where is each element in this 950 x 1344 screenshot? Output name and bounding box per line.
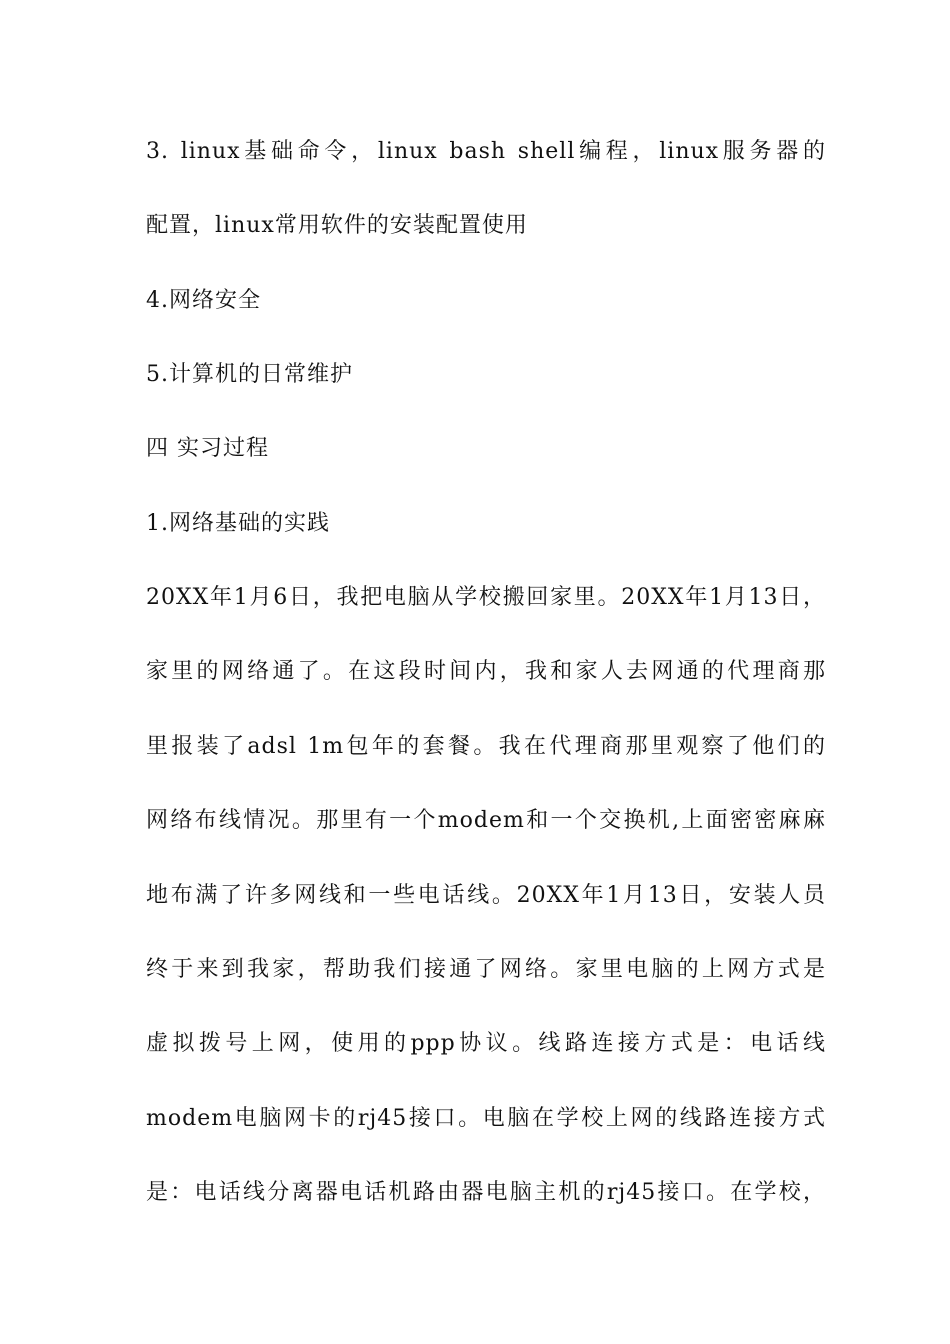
text-line: 里报装了adsl 1m包年的套餐。我在代理商那里观察了他们的 [146,734,826,759]
text-line: 4.网络安全 [146,288,261,313]
subsection-heading: 1.网络基础的实践 [146,511,330,536]
text-line: 5.计算机的日常维护 [146,362,353,387]
text-line: 终于来到我家，帮助我们接通了网络。家里电脑的上网方式是 [146,957,826,982]
text-line: 地布满了许多网线和一些电话线。20XX年1月13日，安装人员 [146,883,826,908]
text-line: 网络布线情况。那里有一个modem和一个交换机,上面密密麻麻 [146,808,826,833]
text-line: 家里的网络通了。在这段时间内，我和家人去网通的代理商那 [146,659,826,684]
section-heading: 四 实习过程 [146,436,269,461]
text-line: 20XX年1月6日，我把电脑从学校搬回家里。20XX年1月13日， [146,585,826,610]
text-line: 3. linux基础命令，linux bash shell编程，linux服务器的 [146,139,826,164]
text-line: 虚拟拨号上网，使用的ppp协议。线路连接方式是：电话线 [146,1031,826,1056]
text-line: 配置，linux常用软件的安装配置使用 [146,213,528,238]
text-line: 是：电话线分离器电话机路由器电脑主机的rj45接口。在学校， [146,1180,826,1205]
text-line: modem电脑网卡的rj45接口。电脑在学校上网的线路连接方式 [146,1106,826,1131]
